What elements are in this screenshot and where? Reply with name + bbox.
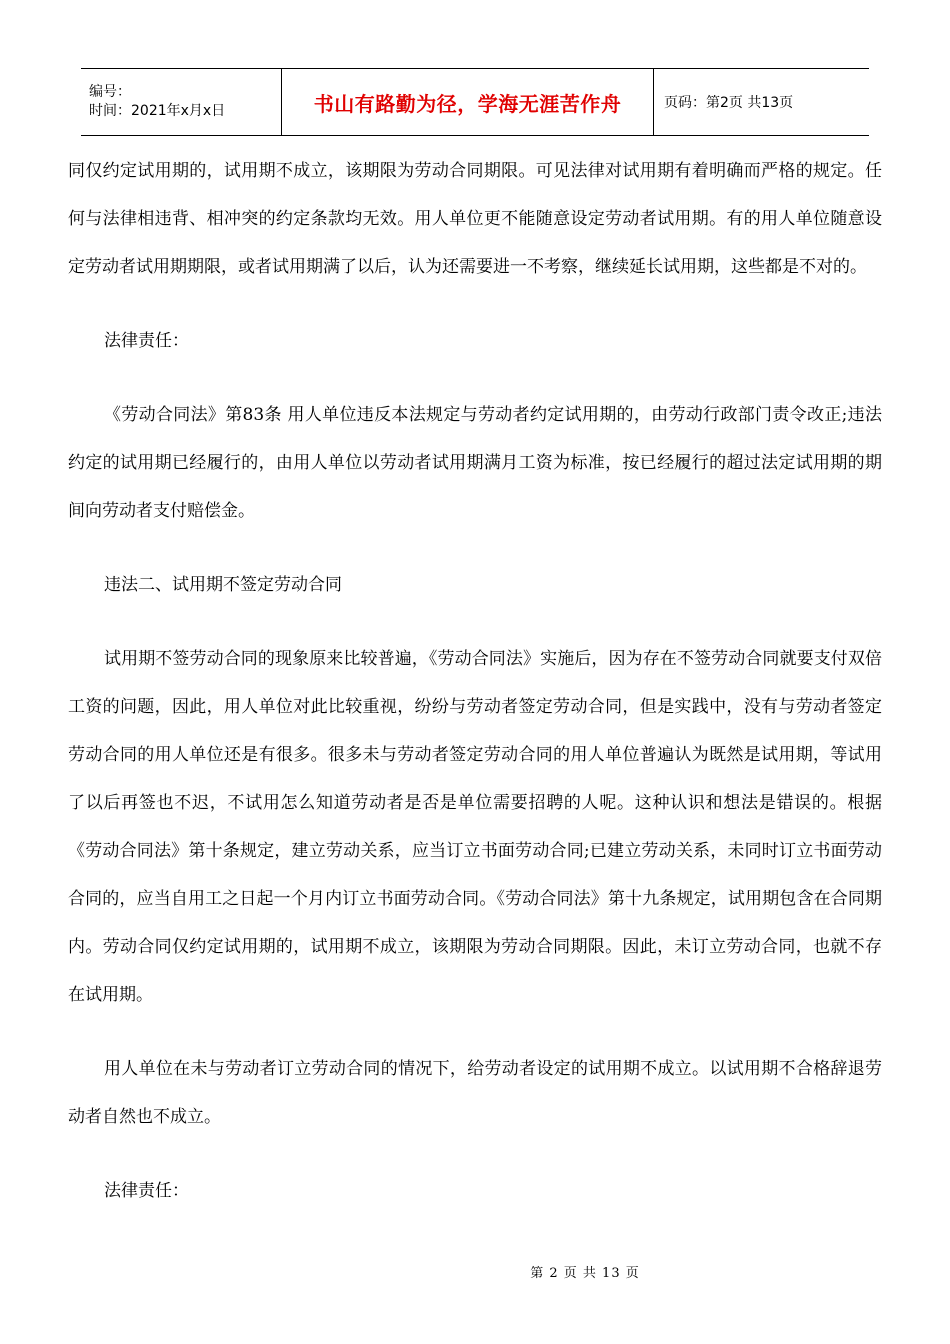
page-footer <box>0 1262 950 1281</box>
document-date-label: 时间：2021年x月x日 <box>89 103 226 119</box>
section-heading-legal-liability: 法律责任： <box>104 331 189 351</box>
page-number-label: 页码：第2页 共13页 <box>664 95 794 111</box>
header-page-number <box>654 69 869 135</box>
paragraph-probation-invalid: 用人单位在未与劳动者订立劳动合同的情况下，给劳动者设定的试用期不成立。以试用期不合格辞退劳动者自然也不成立。 <box>68 1059 882 1127</box>
footer-page-text: 第 2 页 共 13 页 <box>530 1266 640 1281</box>
paragraph-article-83: 《劳动合同法》第83条 用人单位违反本法规定与劳动者约定试用期的，由劳动行政部门责令改正;违法约定的试用期已经履行的，由用人单位以劳动者试用期满月工资为标准，按已经履行的超过法定试用期的期间向劳动者支付赔偿金。 <box>68 405 882 521</box>
page-header <box>81 68 869 136</box>
document-number-label: 编号： <box>89 84 131 100</box>
section-heading-violation-two: 违法二、试用期不签定劳动合同 <box>104 575 342 595</box>
paragraph-continuation: 同仅约定试用期的，试用期不成立，该期限为劳动合同期限。可见法律对试用期有着明确而严格的规定。任何与法律相违背、相冲突的约定条款均无效。用人单位更不能随意设定劳动者试用期。有的用人单位随意设定劳动者试用期期限，或者试用期满了以后，认为还需要进一不考察，继续延长试用期，这些都是不对的。 <box>68 161 882 277</box>
paragraph-no-contract: 试用期不签劳动合同的现象原来比较普遍，《劳动合同法》实施后，因为存在不签劳动合同就要支付双倍工资的问题，因此，用人单位对此比较重视，纷纷与劳动者签定劳动合同，但是实践中，没有与劳动者签定劳动合同的用人单位还是有很多。很多未与劳动者签定劳动合同的用人单位普遍认为既然是试用期，等试用了以后再签也不迟，不试用怎么知道劳动者是否是单位需要招聘的人呢。这种认识和想法是错误的。根据《劳动合同法》第十条规定，建立劳动关系，应当订立书面劳动合同;已建立劳动关系，未同时订立书面劳动合同的，应当自用工之日起一个月内订立书面劳动合同。《劳动合同法》第十九条规定，试用期包含在合同期内。劳动合同仅约定试用期的，试用期不成立，该期限为劳动合同期限。因此，未订立劳动合同，也就不存在试用期。 <box>68 649 882 1005</box>
header-meta <box>81 69 281 135</box>
header-motto <box>281 69 654 135</box>
document-body <box>68 147 882 1215</box>
section-heading-legal-liability-2: 法律责任： <box>104 1181 189 1201</box>
motto-text: 书山有路勤为径，学海无涯苦作舟 <box>313 91 622 116</box>
